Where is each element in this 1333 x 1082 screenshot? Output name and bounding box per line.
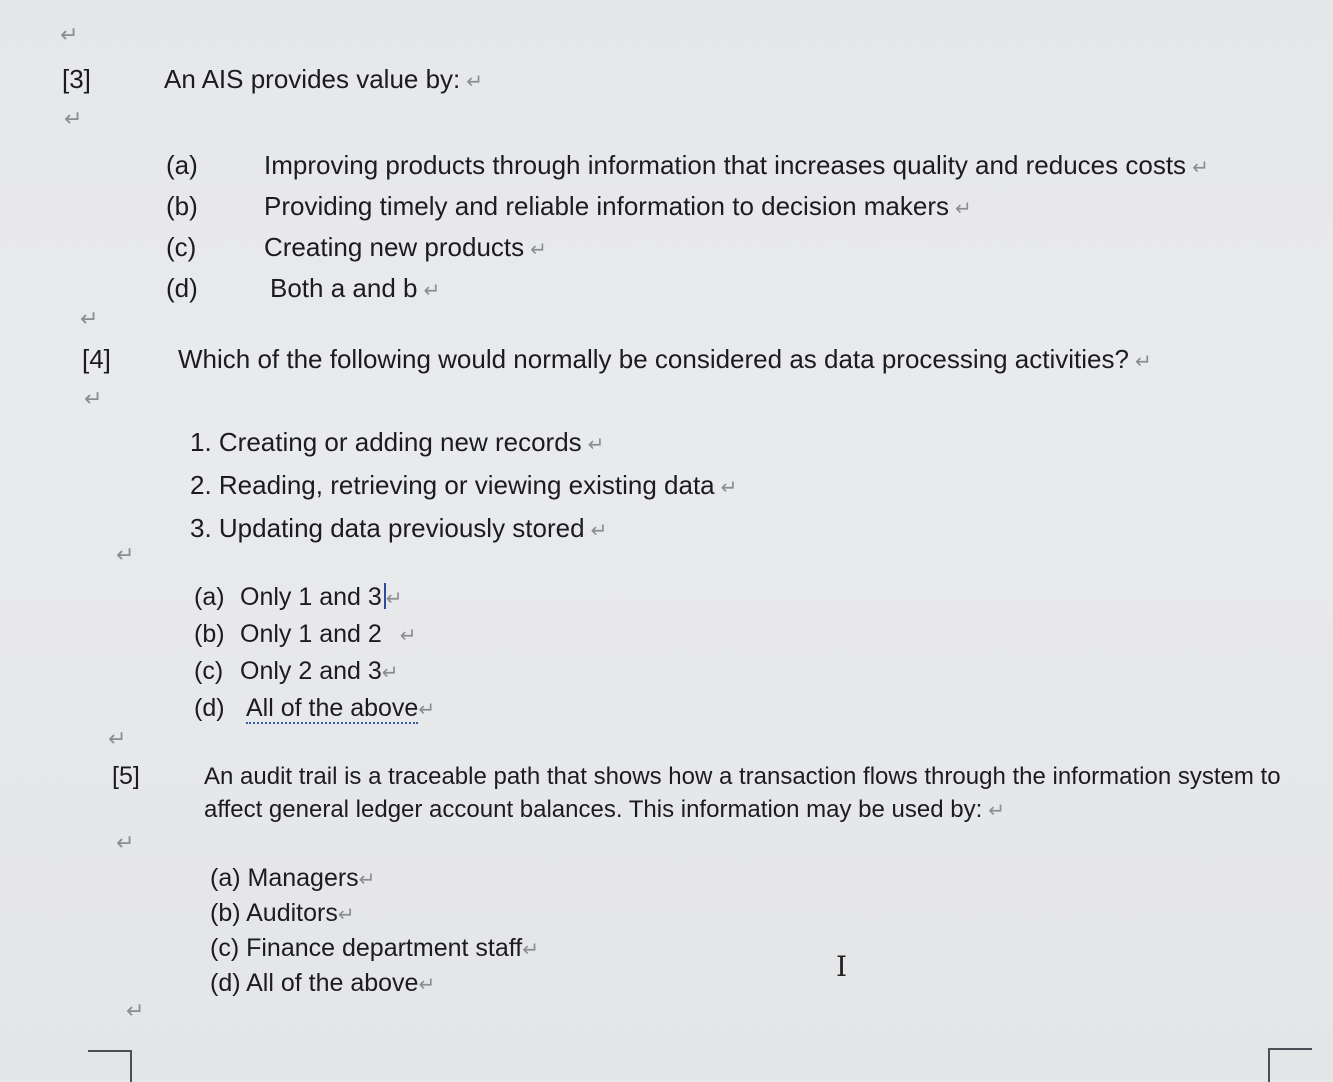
option-d[interactable]: (d) All of the above↵ (210, 969, 436, 997)
option-b[interactable]: (b) Providing timely and reliable information to decision makers ↵ (166, 191, 972, 221)
question-4-options (194, 580, 435, 728)
paragraph-mark: ↵ (116, 542, 135, 567)
list-item[interactable]: 2. Reading, retrieving or viewing existing data ↵ (190, 470, 738, 500)
paragraph-mark: ↵ (116, 830, 135, 855)
text-cursor-icon: I (836, 950, 848, 983)
question-5-options (210, 862, 539, 1002)
option-a[interactable]: (a) Managers↵ (210, 864, 376, 892)
question-4-activity-list (190, 422, 737, 551)
option-d[interactable]: (d) Both a and b ↵ (166, 273, 441, 303)
option-a[interactable]: (a) Improving products through information that increases quality and reduces costs ↵ (166, 150, 1209, 180)
option-a[interactable]: (a) Only 1 and 3 ↵ (194, 583, 403, 611)
list-item[interactable]: 3. Updating data previously stored ↵ (190, 513, 608, 543)
option-d[interactable]: (d) All of the above↵ (194, 694, 436, 722)
page-corner-mark (88, 1050, 132, 1082)
paragraph-mark: ↵ (126, 998, 145, 1023)
question-3-options (166, 146, 1209, 310)
question-5-text[interactable]: An audit trail is a traceable path that shows how a transaction flows through the information system to affect general ledger account balances. This information may be used by: ↵ (204, 763, 1281, 823)
grammar-underline: All of the above (246, 694, 419, 722)
question-5-number: [5] (112, 762, 140, 790)
question-4-text[interactable]: Which of the following would normally be considered as data processing activities? ↵ (178, 344, 1152, 374)
paragraph-mark: ↵ (60, 22, 79, 47)
option-b[interactable]: (b) Auditors↵ (210, 899, 355, 927)
question-4-number: [4] (82, 344, 111, 374)
option-b[interactable]: (b) Only 1 and 2 ↵ (194, 620, 417, 648)
page-corner-mark (1268, 1048, 1312, 1082)
paragraph-mark: ↵ (80, 306, 99, 331)
option-c[interactable]: (c) Only 2 and 3↵ (194, 657, 399, 685)
list-item[interactable]: 1. Creating or adding new records ↵ (190, 427, 605, 457)
question-3-number: [3] (62, 64, 91, 94)
paragraph-mark: ↵ (64, 106, 83, 131)
question-3-text[interactable]: An AIS provides value by: ↵ (164, 64, 484, 94)
option-c[interactable]: (c) Finance department staff↵ (210, 934, 539, 962)
option-c[interactable]: (c) Creating new products ↵ (166, 232, 547, 262)
paragraph-mark: ↵ (108, 726, 127, 751)
paragraph-mark: ↵ (84, 386, 103, 411)
